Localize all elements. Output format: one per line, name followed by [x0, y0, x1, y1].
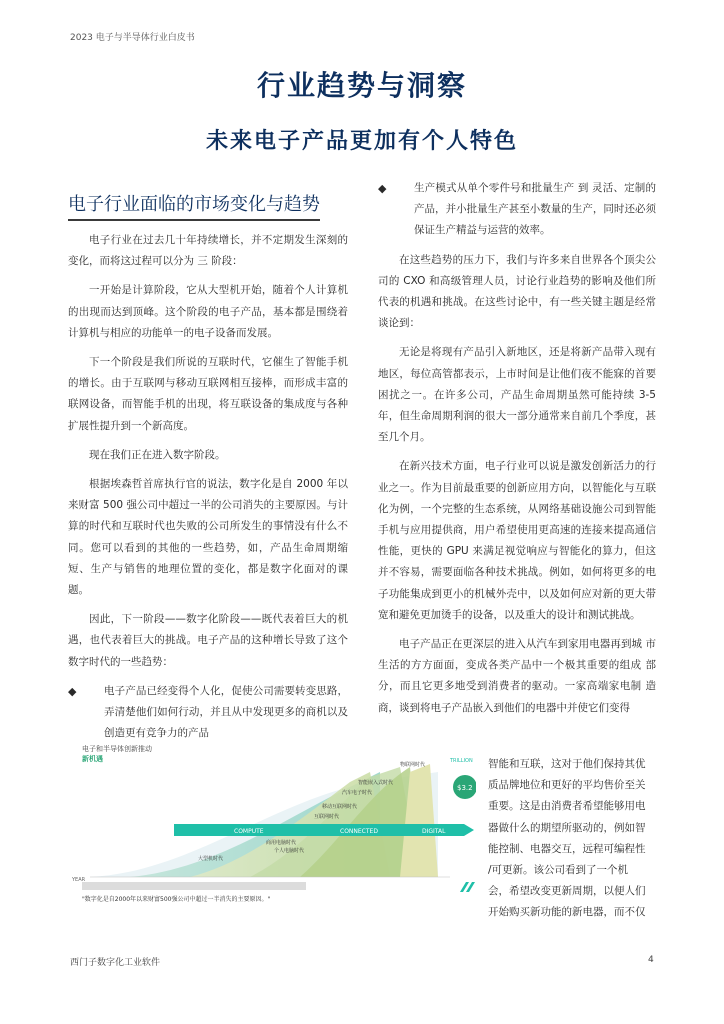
- bullet-item: [378, 178, 656, 242]
- diamond-bullet-icon: ◆: [68, 684, 77, 698]
- axis-label: YEAR: [72, 877, 86, 883]
- paragraph: 一开始是计算阶段，它从大型机开始，随着个人计算机的出现而达到顶峰。这个阶段的电子产品，基本都是围绕着计算机与相应的功能单一的电子设备而发展。: [68, 284, 348, 339]
- phase-band: [174, 824, 464, 836]
- right-column: [378, 178, 656, 719]
- milestone-label: 移动互联网时代: [322, 804, 358, 810]
- paragraph: 根据埃森哲首席执行官的说法，数字化是自 2000 年以来财富 500 强公司中超过一半的公司消失的主要原因。与计算的时代和互联时代也失败的公司所发生的事情没有什么不同。您可以看到的其他的一些趋势，如，产品生命周期缩短、生产与销售的地理位置的变化，都是数字化面对的课题。: [68, 478, 348, 597]
- bullet-text: 电子产品已经变得个人化，促使公司需要转变思路，弄清楚他们如何行动，并且从中发现更多的商机以及创造更有竞争力的产品: [104, 684, 348, 740]
- paragraph: 下一个阶段是我们所说的互联时代，它催生了智能手机的增长。由于互联网与移动互联网相互接棒，而形成丰富的联网设备，而智能手机的出现，将互联设备的集成度与各种扩展性提升到一个新高度。: [68, 356, 348, 432]
- paragraph-line: 质品牌地位和更好的平均售价至关: [488, 779, 646, 792]
- paragraph: 在新兴技术方面，电子行业可以说是激发创新活力的行业之一。作为目前最重要的创新应用方向，以智能化与互联化为例，一个完整的生态系统，从网络基础设施公司到智能手机与应用提供商，用户希望使用更高速的连接来提高通信性能，更快的 GPU 来满足视觉响应与智能化的算力，但这并不容易，需要面临各种技术挑战。例如，如何将更多的电子功能集成到更小的机械外壳中，以及如何应对新的更大带宽和避免更加烫手的设备，以及重大的设计和测试挑战。: [378, 460, 656, 621]
- milestone-label: 商用电脑时代: [266, 840, 297, 846]
- trillion-value: $3.2: [457, 784, 473, 792]
- milestone-label: 个人电脑时代: [274, 848, 305, 854]
- arrow-right-icon: [464, 824, 474, 836]
- caption-bar: [82, 882, 306, 890]
- wrapped-paragraph: [488, 754, 656, 924]
- page-title: 行业趋势与洞察: [256, 69, 467, 102]
- phase-label: COMPUTE: [234, 828, 264, 835]
- paragraph-line: 重要。这是由消费者希望能够用电: [488, 800, 646, 813]
- phase-label: DIGITAL: [422, 828, 446, 835]
- milestone-label: 大型机时代: [198, 856, 224, 862]
- page-number: 4: [648, 955, 654, 965]
- paragraph: [378, 634, 656, 719]
- milestone-label: 物联网时代: [400, 762, 426, 768]
- paragraph-line: 部分，而且它更多地受到消费者的驱动。一家高端家电制: [378, 659, 656, 693]
- figure-title: 电子和半导体创新推动: [82, 745, 152, 753]
- paragraph-line: 能控制、电器交互，远程可编程性: [488, 842, 646, 855]
- trillion-label: TRILLION: [450, 758, 473, 764]
- figure-subtitle: 新机遇: [82, 755, 103, 763]
- header-note: 2023 电子与半导体行业白皮书: [70, 33, 195, 43]
- paragraph: 无论是将现有产品引入新地区，还是将新产品带入现有地区，每位高管都表示，上市时间是让他们夜不能寐的首要困扰之一。在许多公司，产品生命周期虽然可能持续 3-5 年，但生命周期利润的很大一部分通常来自前几个季度，甚至几个月。: [378, 346, 656, 444]
- left-column: [68, 230, 348, 752]
- paragraph: 电子行业在过去几十年持续增长，并不定期发生深刻的变化，而将这过程可以分为 三 阶段：: [68, 234, 348, 268]
- innovation-figure-graphic: [70, 742, 476, 914]
- paragraph: 因此，下一阶段——数字化阶段——既代表着巨大的机遇，也代表着巨大的挑战。电子产品的这种增长导致了这个数字时代的一些趋势：: [68, 613, 348, 668]
- paragraph: 在这些趋势的压力下，我们与许多来自世界各个顶尖公司的 CXO 和高级管理人员，讨论行业趋势的影响及他们所代表的机遇和挑战。在这些讨论中，有一些关键主题是经常谈论到：: [378, 253, 656, 330]
- paragraph-line: 会，希望改变更新周期，以便人们: [488, 885, 646, 898]
- footer-company: 西门子数字化工业软件: [70, 958, 161, 968]
- phase-label: CONNECTED: [340, 828, 378, 835]
- section-heading: 电子行业面临的市场变化与趋势: [68, 190, 320, 221]
- paragraph-line: 造商，谈到将电子产品嵌入到他们的电器中并使它们变得: [378, 680, 656, 714]
- diamond-bullet-icon: ◆: [378, 182, 387, 195]
- milestone-label: 互联网时代: [314, 814, 340, 820]
- paragraph-line: /可更新。该公司看到了一个机: [488, 864, 629, 877]
- figure-caption: "数字化是自2000年以来财富500强公司中超过一半消失的主要原因。": [82, 896, 271, 903]
- page-subtitle: 未来电子产品更加有个人特色: [205, 129, 518, 154]
- milestone-label: 汽车电子时代: [342, 790, 373, 796]
- milestone-label: 智能嵌入式时代: [358, 780, 394, 786]
- paragraph-line: 电子产品正在更深层的进入从汽车到家用电器再到城: [399, 638, 643, 651]
- innovation-figure: [70, 742, 476, 914]
- paragraph: 现在我们正在进入数字阶段。: [89, 448, 226, 461]
- paragraph-line: 开始购买新功能的新电器，而不仅: [488, 906, 646, 919]
- paragraph-line: 市生活的方方面面，变成各类产品中一个极其重要的组成: [378, 638, 657, 672]
- paragraph-line: 智能和互联，这对于他们保持其优: [488, 758, 646, 770]
- bullet-item: [68, 681, 348, 745]
- bullet-text: 生产模式从单个零件号和批量生产 到 灵活、定制的产品，并小批量生产甚至小数量的生产，同时还必须保证生产精益与运营的效率。: [414, 182, 656, 237]
- paragraph-line: 器做什么的期望所驱动的，例如智: [488, 821, 646, 834]
